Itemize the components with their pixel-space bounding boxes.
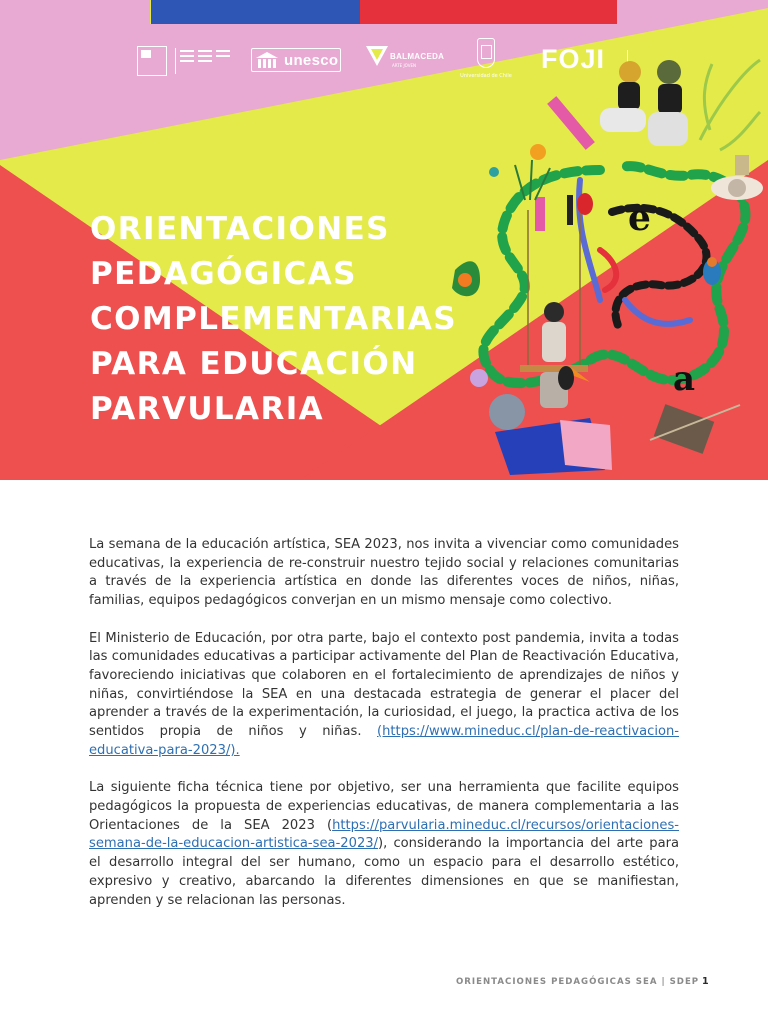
art-letter-a: a [673, 359, 696, 399]
red-bird-icon [577, 193, 593, 215]
ministerio-text-block [175, 48, 229, 74]
pink-paper-patch [560, 420, 612, 470]
bird-perch-icon [567, 195, 573, 225]
unesco-logo-text: unesco [284, 51, 339, 69]
lavender-circle-icon [470, 369, 488, 387]
balmaceda-logo-subtext: ARTE JOVEN [392, 63, 416, 68]
figure-body-right-icon [658, 84, 682, 114]
pink-stick-icon [547, 96, 595, 150]
swing-seat-icon [520, 365, 588, 372]
flag-blue-block [151, 0, 360, 24]
teal-dot-icon [489, 167, 499, 177]
kingfisher-head-icon [707, 257, 717, 267]
figure-body-left-icon [618, 82, 640, 110]
cover-hero [0, 0, 768, 480]
cover-title-line-3: COMPLEMENTARIAS [90, 301, 458, 337]
orientaciones-sea-link[interactable]: https://parvularia.mineduc.cl/recursos/orientaciones-semana-de-la-educacion-artistica-sea-2023/ [89, 817, 679, 852]
balmaceda-logo [366, 46, 444, 74]
jar-icon [735, 155, 749, 175]
cover-title-line-4: PARA EDUCACIÓN [90, 346, 418, 382]
cover-title-line-2: PEDAGÓGICAS [90, 256, 357, 292]
government-shield-icon [137, 46, 167, 76]
moon-sphere-icon [489, 394, 525, 430]
ministerio-logo [137, 42, 229, 82]
unesco-temple-icon [256, 52, 278, 68]
figure-legs-left-icon [600, 108, 646, 132]
balmaceda-logo-text: BALMACEDA [390, 52, 445, 61]
page-footer [456, 977, 712, 991]
page-number: 1 [702, 976, 709, 987]
paragraph-1: La semana de la educación artística, SEA 2023, nos invita a vivenciar como comunidades educativas, la experiencia de re-construir nuestro tejido social y relaciones comunitarias a través de la experiencia artística en donde las diferentes voces de niños, niñas, familias, equipos pedagógicos converjan en un mismo mensaje como colectivo. [89, 537, 679, 609]
pink-bar-icon [535, 197, 545, 231]
flower-icon [458, 273, 472, 287]
cover-title-line-1: ORIENTACIONES [90, 211, 390, 247]
leaf-plant-icon [700, 60, 760, 150]
paragraph-3-text-after: ), considerando la importancia del arte para el desarrollo integral del ser humano, como un espacio para el desarrollo estético, expresivo y creativo, abarcando la diferentes dimensiones en que se manifiestan, aprenden y se relacionan las personas. [89, 836, 679, 908]
balmaceda-triangle-icon [366, 46, 388, 66]
black-ribbon-path [612, 208, 706, 330]
toucan-body-icon [558, 366, 574, 390]
unesco-logo [251, 48, 341, 72]
red-ribbon-path [600, 250, 616, 290]
sun-icon [530, 144, 546, 160]
paragraph-2 [89, 630, 679, 761]
collage-illustration [440, 40, 768, 480]
paragraph-3 [89, 779, 679, 910]
planet-icon [728, 179, 746, 197]
footer-label: ORIENTACIONES PEDAGÓGICAS SEA | SDEP [456, 977, 700, 987]
uchile-logo-text: Universidad de Chile [460, 73, 512, 79]
chile-flag-bar [151, 0, 617, 24]
paragraph-3-text-before: La siguiente ficha técnica tiene por objetivo, ser una herramienta que facilite equipos pedagógicos la propuesta de experiencias educativas, de manera complementaria a las Orientaciones de la SEA 2023 ( [89, 780, 679, 833]
child-body-icon [542, 322, 566, 362]
figure-legs-right-icon [648, 112, 688, 146]
knitting-icon [654, 404, 714, 454]
body-text [89, 536, 679, 929]
reactivacion-link[interactable]: (https://www.mineduc.cl/plan-de-reactivacion-educativa-para-2023/). [89, 724, 679, 758]
cover-title [90, 207, 470, 432]
child-head-icon [544, 302, 564, 322]
figure-head-left-icon [619, 61, 641, 83]
foji-logo-text: FOJI [541, 44, 606, 74]
flag-red-block [360, 0, 617, 24]
figure-head-right-icon [657, 60, 681, 84]
paragraph-2-text: El Ministerio de Educación, por otra parte, bajo el contexto post pandemia, invita a todas las comunidades educativas a participar activamente del Plan de Reactivación Educativa, favoreciendo iniciativas que colaboren en el fortalecimiento de aprendizajes de niños y niñas, convirtiéndose la SEA en una destacada estrategia de generar el placer del aprender a través de la experimentación, la curiosidad, el juego, la practica activa de los sentidos propia de niños y niñas. [89, 630, 679, 740]
cover-title-line-5: PARVULARIA [90, 391, 325, 427]
art-letter-e: e [628, 197, 651, 239]
